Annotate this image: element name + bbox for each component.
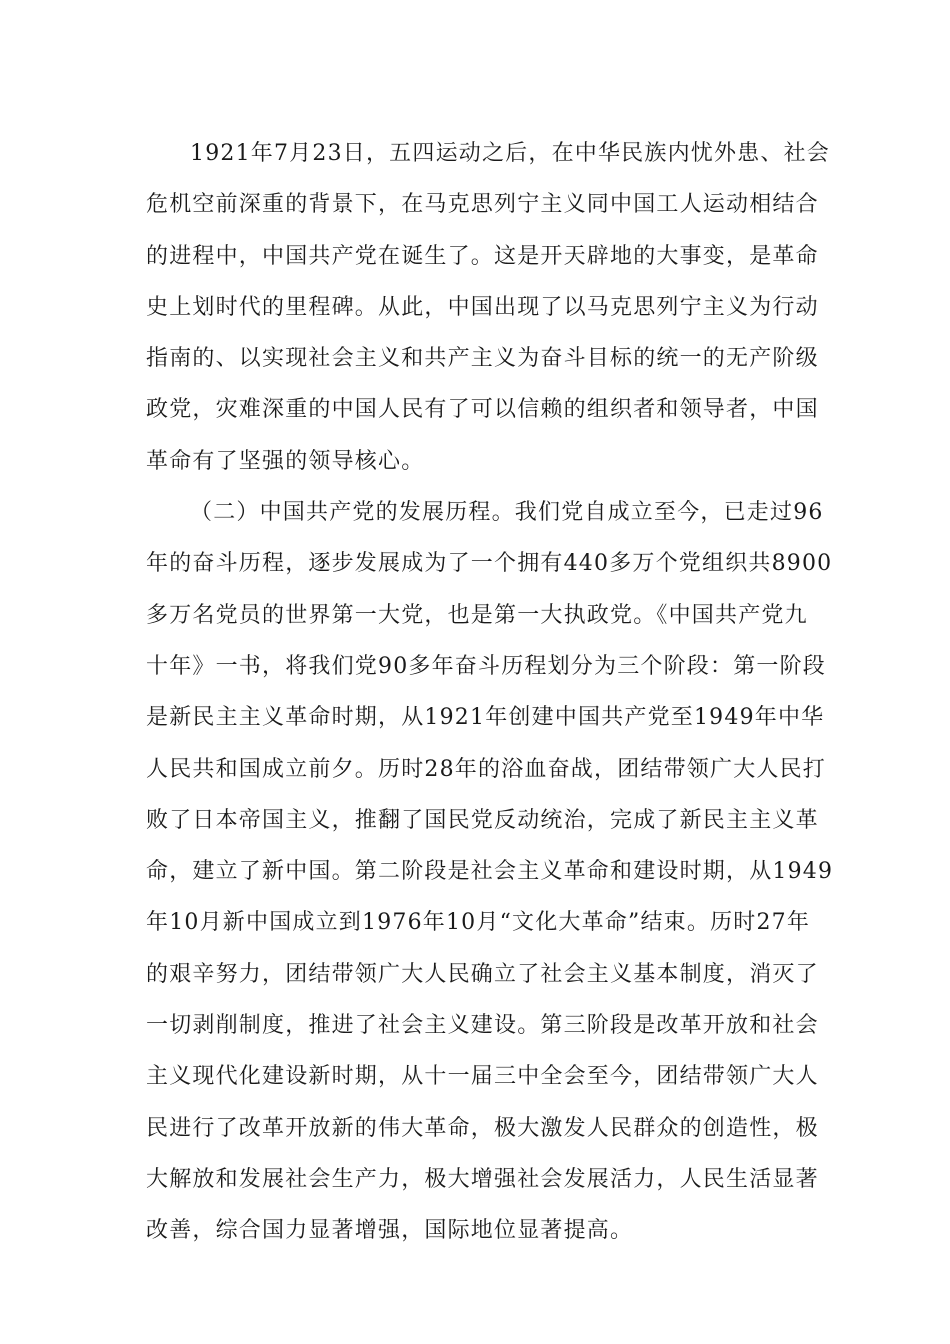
text-line: 年的奋斗历程，逐步发展成为了一个拥有440多万个党组织共8900 xyxy=(146,551,833,577)
text-line: 十年》一书，将我们党90多年奋斗历程划分为三个阶段：第一阶段 xyxy=(146,653,826,679)
text-line: 是新民主主义革命时期，从1921年创建中国共产党至1949年中华 xyxy=(146,705,825,731)
text-line: 年10月新中国成立到1976年10月“文化大革命”结束。历时27年 xyxy=(146,910,811,936)
text-line: 改善，综合国力显著增强，国际地位显著提高。 xyxy=(146,1218,634,1244)
body-text xyxy=(146,128,834,1257)
text-line: 主义现代化建设新时期，从十一届三中全会至今，团结带领广大人 xyxy=(146,1064,819,1090)
text-line: 人民共和国成立前夕。历时28年的浴血奋战，团结带领广大人民打 xyxy=(146,756,826,782)
text-line: 一切剥削制度，推进了社会主义建设。第三阶段是改革开放和社会 xyxy=(146,1013,819,1039)
text-line: 史上划时代的里程碑。从此，中国出现了以马克思列宁主义为行动 xyxy=(146,294,819,320)
text-line: 指南的、以实现社会主义和共产主义为奋斗目标的统一的无产阶级 xyxy=(146,346,819,372)
text-line: 1921年7月23日，五四运动之后，在中华民族内忧外患、社会 xyxy=(190,141,830,166)
text-line: 命，建立了新中国。第二阶段是社会主义革命和建设时期，从1949 xyxy=(146,859,834,885)
paragraph-founding xyxy=(146,128,830,487)
text-line: 革命有了坚强的领导核心。 xyxy=(146,448,425,474)
paragraph-development-history xyxy=(146,487,834,1256)
text-line: 的进程中，中国共产党在诞生了。这是开天辟地的大事变，是革命 xyxy=(146,243,819,269)
text-line: 危机空前深重的背景下，在马克思列宁主义同中国工人运动相结合 xyxy=(146,192,819,218)
text-line: 败了日本帝国主义，推翻了国民党反动统治，完成了新民主主义革 xyxy=(146,807,819,833)
text-line: （二）中国共产党的发展历程。我们党自成立至今，已走过96 xyxy=(190,500,824,526)
text-line: 政党，灾难深重的中国人民有了可以信赖的组织者和领导者，中国 xyxy=(146,397,819,423)
text-line: 多万名党员的世界第一大党，也是第一大执政党。《中国共产党九 xyxy=(146,602,808,628)
text-line: 的艰辛努力，团结带领广大人民确立了社会主义基本制度，消灭了 xyxy=(146,961,819,987)
text-line: 大解放和发展社会生产力，极大增强社会发展活力，人民生活显著 xyxy=(146,1166,819,1192)
text-line: 民进行了改革开放新的伟大革命，极大激发人民群众的创造性，极 xyxy=(146,1115,819,1141)
